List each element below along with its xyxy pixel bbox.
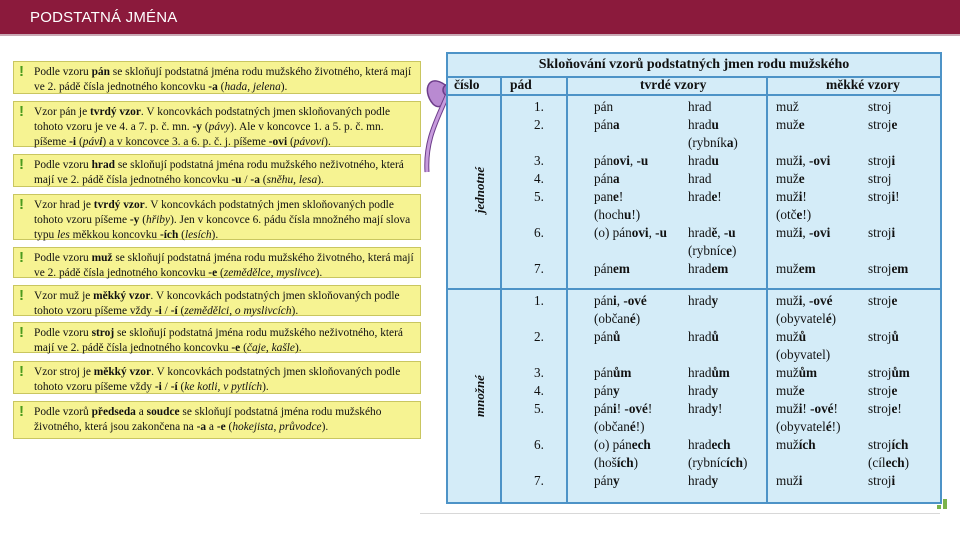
exclamation-icon: ! [19, 363, 24, 380]
form-pan-alt: (občané!) [594, 419, 645, 434]
form-hrad: hradů [688, 329, 719, 344]
form-hrad: hrady [688, 383, 719, 398]
case-number: 4. [534, 171, 544, 186]
exclamation-icon: ! [19, 103, 24, 120]
form-hrad: hradu [688, 117, 719, 132]
form-stroj: strojem [868, 261, 909, 276]
form-stroj: stroje [868, 383, 898, 398]
exclamation-icon: ! [19, 324, 24, 341]
form-muz: muži [776, 473, 803, 488]
column-divider [500, 76, 502, 502]
header-pad: pád [510, 77, 532, 92]
exclamation-icon: ! [19, 287, 24, 304]
case-number: 2. [534, 117, 544, 132]
note-box [13, 247, 421, 278]
note-box [13, 361, 421, 394]
form-hrad-alt: (rybníka) [688, 135, 738, 150]
title-underline [0, 34, 960, 36]
form-stroj: stroji [868, 153, 896, 168]
case-number: 7. [534, 261, 544, 276]
form-stroj: stroje [868, 117, 898, 132]
section-divider [448, 288, 940, 290]
note-text: Vzor muž je měkký vzor. V koncovkách podstatných jmen skloňovaných podle tohoto vzoru píšeme vždy -i / -í (zemědělci, o myslivcích). [34, 290, 400, 317]
form-hrad-alt: (rybníce) [688, 243, 737, 258]
section-label-plural: množné [472, 375, 487, 417]
note-box [13, 322, 421, 353]
form-muz-alt: (obyvatel) [776, 347, 831, 362]
form-pan: (o) pánech [594, 437, 651, 452]
form-pan: pánem [594, 261, 630, 276]
form-muz: muži, -ovi [776, 153, 831, 168]
form-muz: muži! [776, 189, 807, 204]
form-muz: muže [776, 171, 805, 186]
case-number: 1. [534, 293, 544, 308]
title-bar [0, 0, 960, 34]
note-box [13, 285, 421, 316]
form-muz: muže [776, 117, 805, 132]
form-hrad: hrad [688, 171, 712, 186]
note-text: Vzor stroj je měkký vzor. V koncovkách podstatných jmen skloňovaných podle tohoto vzoru píšeme vždy -i / -í (ke kotli, v pytlích). [34, 366, 401, 393]
form-pan-alt: (hoších) [594, 455, 638, 470]
exclamation-icon: ! [19, 156, 24, 173]
page-title: PODSTATNÁ JMÉNA [30, 9, 178, 26]
form-hrad: hradem [688, 261, 729, 276]
form-pan-alt: (občané) [594, 311, 641, 326]
form-stroj: stroji [868, 225, 896, 240]
note-box [13, 401, 421, 439]
column-divider [566, 76, 568, 502]
form-hrad: hrady! [688, 401, 723, 416]
note-box [13, 154, 421, 187]
form-pan: pánům [594, 365, 632, 380]
form-hrad: hrady [688, 293, 719, 308]
form-muz: mužích [776, 437, 816, 452]
form-pan-alt: (hochu!) [594, 207, 641, 222]
note-text: Podle vzorů předseda a soudce se skloňují podstatná jména rodu mužského životného, která jsou zakončena na -a a -e (hokejista, průvodce). [34, 406, 382, 433]
header-tvrde: tvrdé vzory [640, 77, 707, 92]
form-stroj: stroji! [868, 189, 900, 204]
header-cislo: číslo [454, 77, 480, 92]
form-pan: pána [594, 171, 620, 186]
form-stroj: strojům [868, 365, 910, 380]
case-number: 4. [534, 383, 544, 398]
case-number: 6. [534, 225, 544, 240]
form-pan: pánů [594, 329, 621, 344]
form-muz: muž [776, 99, 799, 114]
form-muz-alt: (obyvatelé) [776, 311, 837, 326]
exclamation-icon: ! [19, 196, 24, 213]
note-box [13, 194, 421, 240]
case-number: 5. [534, 189, 544, 204]
form-pan: pány [594, 473, 620, 488]
form-muz: muži! -ové! [776, 401, 838, 416]
case-number: 3. [534, 153, 544, 168]
form-stroj: strojů [868, 329, 899, 344]
form-hrad: hrad [688, 99, 712, 114]
form-stroj-alt: (cílech) [868, 455, 910, 470]
form-hrad: hrade! [688, 189, 722, 204]
form-pan: pány [594, 383, 620, 398]
navigation-corner-icon[interactable] [937, 499, 947, 509]
form-muz-alt: (obyvatelé!) [776, 419, 841, 434]
declension-table [446, 52, 942, 504]
form-pan: pána [594, 117, 620, 132]
note-box [13, 61, 421, 94]
column-divider [766, 76, 768, 502]
note-text: Podle vzoru muž se skloňují podstatná jména rodu mužského životného, která mají ve 2. pádě čísla jednotného koncovku -e (zemědělce, myslivce). [34, 252, 414, 279]
case-number: 5. [534, 401, 544, 416]
case-number: 2. [534, 329, 544, 344]
table-divider [448, 94, 940, 96]
form-stroj: stroje! [868, 401, 902, 416]
case-number: 1. [534, 99, 544, 114]
form-muz: muže [776, 383, 805, 398]
note-text: Vzor hrad je tvrdý vzor. V koncovkách podstatných jmen skloňovaných podle tohoto vzoru píšeme -y (hřiby). Jen v koncovce 6. pádu čísla množného mají slova typu les měkkou koncovku -ích (lesích). [34, 199, 411, 241]
note-text: Podle vzoru hrad se skloňují podstatná jména rodu mužského neživotného, která mají ve 2. pádě čísla jednotného koncovku -u / -a (sněhu, lesa). [34, 159, 404, 186]
form-pan: pánovi, -u [594, 153, 649, 168]
form-pan: (o) pánovi, -u [594, 225, 667, 240]
form-pan: páni, -ové [594, 293, 647, 308]
section-label-singular: jednotné [472, 166, 487, 214]
form-hrad: hradě, -u [688, 225, 736, 240]
form-muz: muži, -ové [776, 293, 833, 308]
note-box [13, 101, 421, 147]
case-number: 7. [534, 473, 544, 488]
form-hrad: hradech [688, 437, 731, 452]
form-muz-alt: (otče!) [776, 207, 812, 222]
form-muz: mužem [776, 261, 816, 276]
form-hrad: hrady [688, 473, 719, 488]
form-stroj: stroji [868, 473, 896, 488]
exclamation-icon: ! [19, 403, 24, 420]
exclamation-icon: ! [19, 249, 24, 266]
table-header [448, 76, 940, 94]
form-pan: pane! [594, 189, 624, 204]
form-hrad-alt: (rybnících) [688, 455, 748, 470]
case-number: 6. [534, 437, 544, 452]
form-muz: muži, -ovi [776, 225, 831, 240]
form-pan: pán [594, 99, 614, 114]
form-hrad: hradu [688, 153, 719, 168]
form-muz: mužů [776, 329, 807, 344]
footer-line [420, 513, 940, 514]
form-stroj: stroj [868, 171, 892, 186]
note-text: Vzor pán je tvrdý vzor. V koncovkách podstatných jmen skloňovaných podle tohoto vzoru je ve 4. a 7. p. č. mn. -y (pávy). Ale v koncovce 1. a 5. p. č. mn. píšeme -i (pávi) a v koncovce 3. a 6. p. č. j. píšeme -ovi (pávovi). [34, 106, 391, 148]
note-text: Podle vzoru pán se skloňují podstatná jména rodu mužského životného, která mají ve 2. pádě čísla jednotného koncovku -a (hada, jelena). [34, 66, 412, 93]
note-text: Podle vzoru stroj se skloňují podstatná jména rodu mužského neživotného, která mají ve 2. pádě čísla jednotného koncovku -e (čaje, kašle). [34, 327, 403, 354]
form-stroj: stroj [868, 99, 892, 114]
form-pan: páni! -ové! [594, 401, 653, 416]
case-number: 3. [534, 365, 544, 380]
header-mekke: měkké vzory [826, 77, 900, 92]
form-hrad: hradům [688, 365, 730, 380]
form-stroj: stroje [868, 293, 898, 308]
exclamation-icon: ! [19, 63, 24, 80]
form-muz: mužům [776, 365, 818, 380]
form-stroj: strojích [868, 437, 909, 452]
table-caption: Skloňování vzorů podstatných jmen rodu mužského [538, 57, 850, 72]
